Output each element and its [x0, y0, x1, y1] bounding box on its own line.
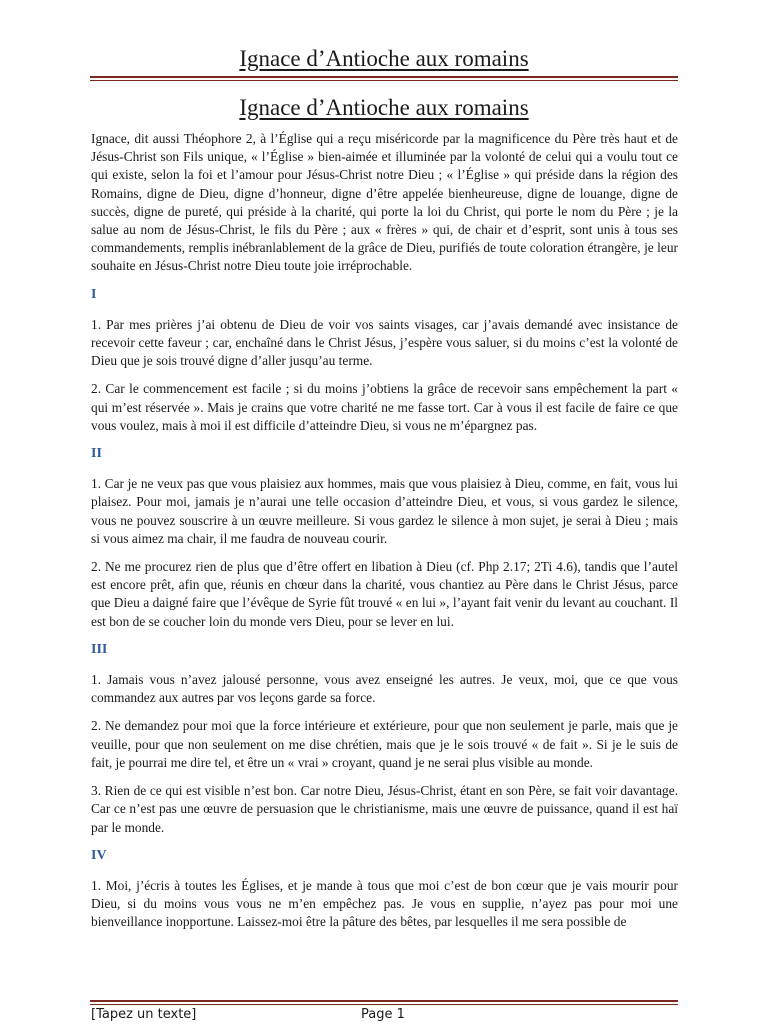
footer-rule-thin: [90, 1004, 678, 1005]
paragraph: 1. Par mes prières j’ai obtenu de Dieu de voir vos saints visages, car j’avais demandé avec insistance de recevoir cette faveur ; car, enchaîné dans le Christ Jésus, j’espère vous saluer, si du moins c’est la volonté de Dieu que je sois trouvé digne d’aller jusqu’au terme.: [91, 316, 678, 369]
footer-rule: [90, 1000, 678, 1002]
header-rule: [90, 76, 678, 78]
header-rule-thin: [90, 80, 678, 81]
paragraph: 1. Car je ne veux pas que vous plaisiez aux hommes, mais que vous plaisiez à Dieu, comme, en fait, vous lui plaisez. Pour moi, jamais je n’aurai une telle occasion d’atteindre Dieu, et vous, si vous gardez le silence, vous ne pouvez souscrire à un œuvre meilleure. Si vous gardez le silence à mon sujet, je serai à Dieu ; mais si vous aimez ma chair, il me faudra de nouveau courir.: [91, 476, 678, 546]
intro-paragraph: Ignace, dit aussi Théophore 2, à l’Église qui a reçu miséricorde par la magnificence du Père très haut et de Jésus-Christ son Fils unique, « l’Église » bien-aimée et illuminée par la volonté de celui qui a voulu tout ce qui existe, selon la foi et l’amour pour Jésus-Christ notre Dieu ; « l’Église » qui préside dans la région des Romains, digne de Dieu, digne d’honneur, digne d’être appelée bienheureuse, digne de louange, digne de succès, digne de pureté, qui préside à la charité, qui porte la loi du Christ, qui porte le nom du Père ; je la salue au nom de Jésus-Christ, le fils du Père ; aux « frères » qui, de chair et d’esprit, sont unis à tous ses commandements, remplis inébranlablement de la grâce de Dieu, purifiés de toute coloration étrangère, je leur souhaite en Jésus-Christ notre Dieu toute joie irréprochable.: [91, 131, 678, 274]
section-heading-ii: II: [91, 446, 102, 462]
document-title: Ignace d’Antioche aux romains: [239, 95, 529, 120]
running-header-title: Ignace d’Antioche aux romains: [239, 46, 529, 71]
paragraph: 1. Jamais vous n’avez jalousé personne, vous avez enseigné les autres. Je veux, moi, que ce que vous commandez aux autres par vos leçons garde sa force.: [91, 672, 678, 706]
section-heading-iii: III: [91, 641, 108, 657]
document-body: [91, 130, 678, 942]
paragraph: 2. Ne me procurez rien de plus que d’être offert en libation à Dieu (cf. Php 2.17; 2Ti 4.6), tandis que l’autel est encore prêt, afin que, réunis en chœur dans la charité, vous chantiez au Père dans le Christ Jésus, parce que Dieu a daigné faire que l’évêque de Syrie fût trouvé « en lui », l’ayant fait venir du levant au couchant. Il est bon de se coucher loin du monde vers Dieu, pour se lever en lui.: [91, 559, 678, 629]
section-heading-i: I: [91, 286, 97, 302]
paragraph: 2. Ne demandez pour moi que la force intérieure et extérieure, pour que non seulement je parle, mais que je veuille, pour que non seulement on me dise chrétien, mais que je le sois trouvé « de fait ». Si je le suis de fait, je pourrai me dire tel, et être un « vrai » croyant, quand je ne serai plus visible au monde.: [91, 718, 678, 770]
footer-text-placeholder[interactable]: [Tapez un texte]: [91, 1007, 197, 1022]
paragraph: 3. Rien de ce qui est visible n’est bon. Car notre Dieu, Jésus-Christ, étant en son Père, se fait voir davantage. Car ce n’est pas une œuvre de persuasion que le christianisme, mais une œuvre de puissance, quand il est haï par le monde.: [91, 783, 678, 835]
paragraph: 2. Car le commencement est facile ; si du moins j’obtiens la grâce de recevoir sans empêchement la part « qui m’est réservée ». Mais je crains que votre charité ne me fasse tort. Car à vous il est facile de faire ce que vous voulez, mais à moi il est difficile d’atteindre Dieu, si vous ne m’épargnez pas.: [91, 381, 678, 433]
paragraph: 1. Moi, j’écris à toutes les Églises, et je mande à tous que moi c’est de bon cœur que je vais mourir pour Dieu, si du moins vous vous ne m’en empêchez pas. Je vous en supplie, n’ayez pas pour moi une bienveillance inopportune. Laissez-moi être la pâture des bêtes, par lesquelles il me sera possible de: [91, 877, 678, 930]
section-heading-iv: IV: [91, 847, 107, 863]
page-number: Page 1: [361, 1007, 405, 1022]
